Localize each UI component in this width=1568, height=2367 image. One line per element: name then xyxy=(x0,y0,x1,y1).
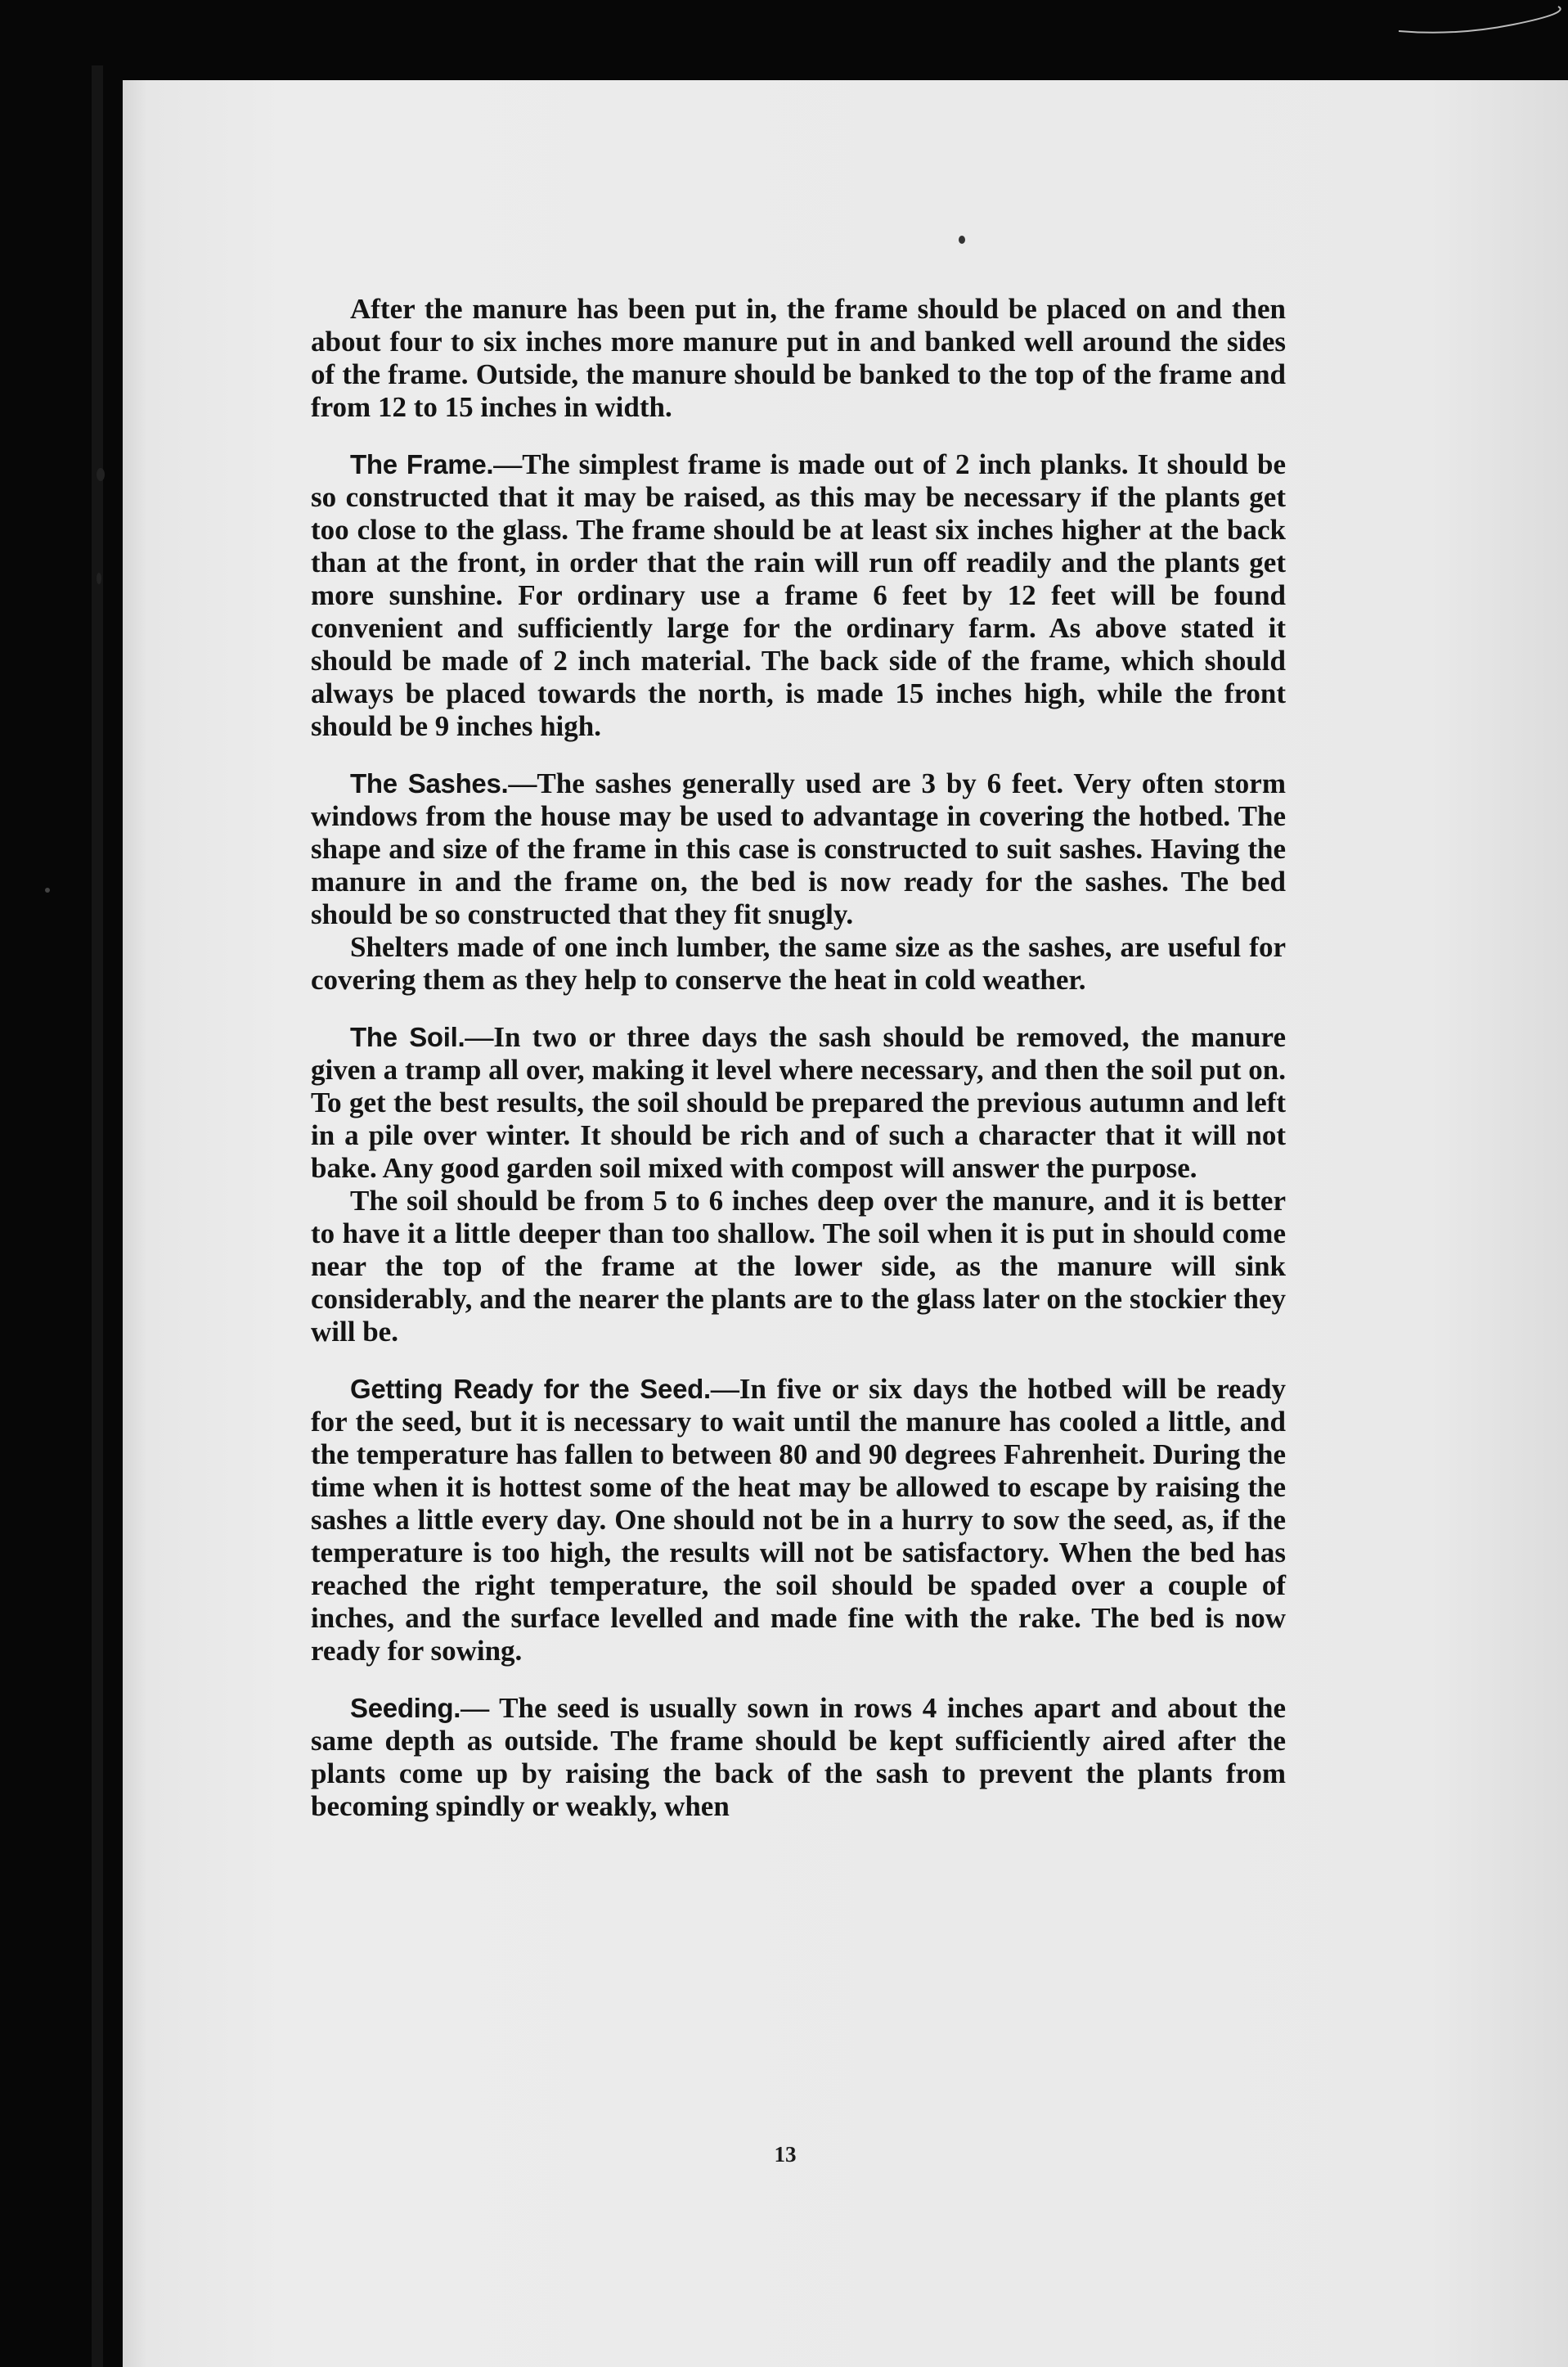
paragraph-text: Shelters made of one inch lumber, the same size as the sashes, are useful for covering them as they help to conserve the heat in cold weather. xyxy=(311,931,1286,996)
ink-speck xyxy=(45,888,50,893)
paragraph-text: After the manure has been put in, the frame should be placed on and then about four to six inches more manure put in and banked well around the sides of the frame. Outside, the manure should be banked to the top of the frame and from 12 to 15 inches in width. xyxy=(311,293,1286,423)
paragraph xyxy=(311,1373,1286,1667)
paragraph-text: —In five or six days the hotbed will be ready for the seed, but it is necessary to wait until the manure has cooled a little, and the temperature has fallen to between 80 and 90 degrees Fahrenheit. During the time when it is hottest some of the heat may be allowed to escape by raising the sashes a little every day. One should not be in a hurry to sow the seed, as, if the temperature is too high, the results will not be satisfactory. When the bed has reached the right temperature, the soil should be spaded over a couple of inches, and the surface levelled and made fine with the rake. The bed is now ready for sowing. xyxy=(311,1373,1286,1667)
page-number: 13 xyxy=(774,2142,797,2167)
paragraph-text: The soil should be from 5 to 6 inches deep over the manure, and it is better to have it a little deeper than too shallow. The soil when it is put in should come near the top of the frame at the lower side, as the manure will sink considerably, and the nearer the plants are to the glass later on the stockier they will be. xyxy=(311,1185,1286,1348)
paragraph xyxy=(311,767,1286,931)
paragraph-heading: The Sashes. xyxy=(350,768,509,799)
paragraph xyxy=(311,931,1286,997)
paragraph xyxy=(311,293,1286,424)
paragraph-text: —The sashes generally used are 3 by 6 feet. Very often storm windows from the house may be used to advantage in covering the hotbed. The shape and size of the frame in this case is constructed to suit sashes. Having the manure in and the frame on, the bed is now ready for the sashes. The bed should be so constructed that they fit snugly. xyxy=(311,767,1286,930)
paragraph xyxy=(311,1692,1286,1823)
paragraph xyxy=(311,448,1286,743)
ink-speck xyxy=(97,468,105,481)
paragraph xyxy=(311,1021,1286,1185)
paragraph-heading: The Frame. xyxy=(350,449,494,479)
paragraph-text: —The simplest frame is made out of 2 inch planks. It should be so constructed that it may be raised, as this may be necessary if the plants get too close to the glass. The frame should be at least six inches higher at the back than at the front, in order that the rain will run off readily and the plants get more sunshine. For ordinary use a frame 6 feet by 12 feet will be found convenient and sufficiently large for the ordinary farm. As above stated it should be made of 2 inch material. The back side of the frame, which should always be placed towards the north, is made 15 inches high, while the front should be 9 inches high. xyxy=(311,448,1286,742)
paragraph-heading: Getting Ready for the Seed. xyxy=(350,1374,711,1404)
body-text xyxy=(311,293,1286,1823)
paragraph-heading: The Soil. xyxy=(350,1022,465,1052)
corner-scratch-mark xyxy=(1391,0,1568,49)
paragraph-text: — The seed is usually sown in rows 4 inches apart and about the same depth as outside. The frame should be kept sufficiently aired after the plants come up by raising the back of the sash to prevent the plants from becoming spindly or weakly, when xyxy=(311,1692,1286,1822)
binding-edge xyxy=(92,65,103,2367)
paragraph xyxy=(311,1185,1286,1348)
paragraph-heading: Seeding. xyxy=(350,1693,461,1723)
paragraph-text: —In two or three days the sash should be removed, the manure given a tramp all over, making it level where necessary, and then the soil put on. To get the best results, the soil should be prepared the previous autumn and left in a pile over winter. It should be rich and of such a character that it will not bake. Any good garden soil mixed with compost will answer the purpose. xyxy=(311,1021,1286,1184)
ink-speck xyxy=(959,236,965,244)
ink-speck xyxy=(97,573,101,584)
